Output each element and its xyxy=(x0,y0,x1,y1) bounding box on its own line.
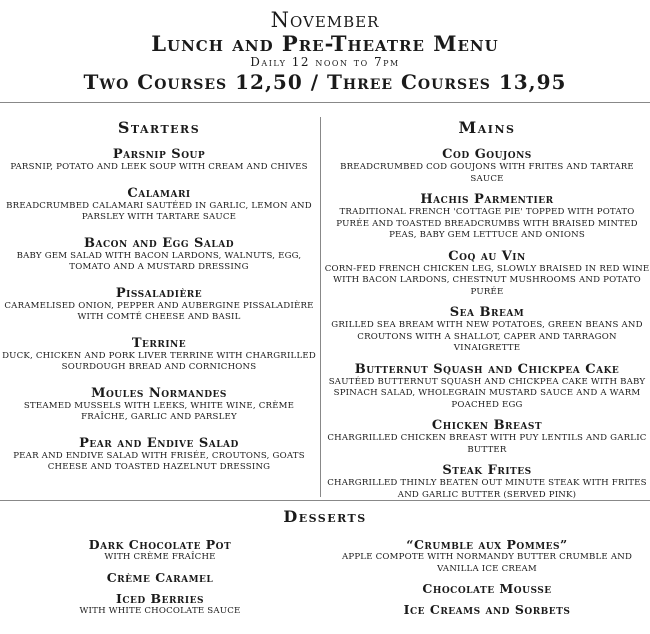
item-name: Chicken Breast xyxy=(431,418,543,433)
item-name: Calamari xyxy=(127,185,191,201)
item-description: BABY GEM SALAD WITH BACON LARDONS, WALNUTS, EGG, TOMATO AND A MUSTARD DRESSING xyxy=(16,250,302,272)
menu-item xyxy=(324,362,650,412)
menu-item xyxy=(324,147,650,185)
item-description: STEAMED MUSSELS WITH LEEKS, WHITE WINE, CRÈME FRAÎCHE, GARLIC AND PARSLEY xyxy=(23,400,295,422)
starters-section xyxy=(0,118,318,486)
item-description: CORN-FED FRENCH CHICKEN LEG, SLOWLY BRAISED IN RED WINE WITH BACON LARDONS, CHESTNUT MUSHROOMS AND POTATO PURÉE xyxy=(324,263,650,297)
item-name: Coq au Vin xyxy=(448,248,526,264)
item-description: CHARGRILLED THINLY BEATEN OUT MINUTE STEAK WITH FRITES AND GARLIC BUTTER (SERVED PINK) xyxy=(327,478,647,500)
item-name: Parsnip Soup xyxy=(112,147,206,162)
menu-item xyxy=(0,236,318,274)
menu-prices: Two Courses 12,50 / Three Courses 13,95 xyxy=(83,70,567,94)
menu-item xyxy=(324,418,650,456)
item-description: GRILLED SEA BREAM WITH NEW POTATOES, GREEN BEANS AND CROUTONS WITH A SHALLOT, CAPER AND TARRAGON VINAIGRETTE xyxy=(331,320,643,353)
item-name: Moules Normandes xyxy=(91,385,227,401)
item-name: Bacon and Egg Salad xyxy=(83,235,235,251)
menu-item xyxy=(324,581,650,596)
menu-item xyxy=(0,386,318,424)
desserts-title: Desserts xyxy=(283,507,367,526)
item-description: CHARGRILLED CHICKEN BREAST WITH PUY LENTILS AND GARLIC BUTTER xyxy=(327,433,647,455)
menu-item xyxy=(0,286,318,324)
desserts-right-column xyxy=(324,537,650,623)
item-description: CARAMELISED ONION, PEPPER AND AUBERGINE PISSALADIÈRE WITH COMTÉ CHEESE AND BASIL xyxy=(4,300,314,322)
item-name: Iced Berries xyxy=(116,590,204,606)
menu-item xyxy=(324,249,650,299)
menu-item xyxy=(0,436,318,474)
mains-title: Mains xyxy=(458,118,516,137)
item-name: “Crumble aux Pommes” xyxy=(406,537,568,552)
menu-item xyxy=(0,537,320,564)
item-description: WITH WHITE CHOCOLATE SAUCE xyxy=(79,605,241,616)
menu-item xyxy=(324,305,650,355)
item-name: Hachis Parmentier xyxy=(420,192,554,207)
menu-item xyxy=(324,602,650,617)
menu-item xyxy=(324,463,650,501)
item-name: Dark Chocolate Pot xyxy=(88,537,232,552)
header-divider xyxy=(0,102,650,103)
item-description: APPLE COMPOTE WITH NORMANDY BUTTER CRUMBLE AND VANILLA ICE CREAM xyxy=(341,552,633,574)
menu-item xyxy=(324,537,650,575)
starters-title: Starters xyxy=(117,118,201,137)
item-name: Chocolate Mousse xyxy=(422,581,552,596)
item-description: PEAR AND ENDIVE SALAD WITH FRISÉE, CROUTONS, GOATS CHEESE AND TOASTED HAZELNUT DRESSING xyxy=(13,450,305,472)
item-name: Butternut Squash and Chickpea Cake xyxy=(354,361,620,377)
menu-item xyxy=(0,147,318,174)
item-description: SAUTÉED BUTTERNUT SQUASH AND CHICKPEA CAKE WITH BABY SPINACH SALAD, WHOLEGRAIN MUSTARD SAUCE AND A WARM POACHED EGG xyxy=(328,376,646,410)
menu-month: November xyxy=(270,8,380,32)
item-name: Ice Creams and Sorbets xyxy=(403,602,571,617)
item-description: BREADCRUMBED COD GOUJONS WITH FRITES AND TARTARE SAUCE xyxy=(340,162,634,184)
item-description: DUCK, CHICKEN AND PORK LIVER TERRINE WITH CHARGRILLED SOURDOUGH BREAD AND CORNICHONS xyxy=(2,350,316,372)
item-description: WITH CRÈME FRAÎCHE xyxy=(104,552,216,562)
mains-section xyxy=(324,118,650,508)
desserts-left-column xyxy=(0,537,320,623)
menu-title: Lunch and Pre-Theatre Menu xyxy=(151,31,499,56)
item-name: Steak Frites xyxy=(442,463,532,478)
item-name: Pear and Endive Salad xyxy=(79,435,239,451)
item-description: TRADITIONAL FRENCH 'COTTAGE PIE' TOPPED WITH POTATO PURÉE AND TOASTED BREADCRUMBS WITH BRAISED MINTED PEAS, BABY GEM LETTUCE AND ONIONS xyxy=(336,207,638,240)
item-name: Crème Caramel xyxy=(106,569,214,585)
item-name: Cod Goujons xyxy=(442,147,532,162)
item-name: Sea Bream xyxy=(449,305,525,320)
menu-item xyxy=(0,186,318,224)
item-description: BREADCRUMBED CALAMARI SAUTÉED IN GARLIC, LEMON AND PARSLEY WITH TARTARE SAUCE xyxy=(6,200,312,222)
menu-item xyxy=(0,591,320,618)
column-divider xyxy=(320,117,321,497)
menu-item xyxy=(0,570,320,585)
item-name: Pissaladière xyxy=(115,285,203,301)
item-description: PARSNIP, POTATO AND LEEK SOUP WITH CREAM AND CHIVES xyxy=(10,162,308,172)
menu-item xyxy=(324,192,650,242)
menu-item xyxy=(0,336,318,374)
item-name: Terrine xyxy=(131,335,187,351)
menu-times: Daily 12 noon to 7pm xyxy=(250,55,400,69)
